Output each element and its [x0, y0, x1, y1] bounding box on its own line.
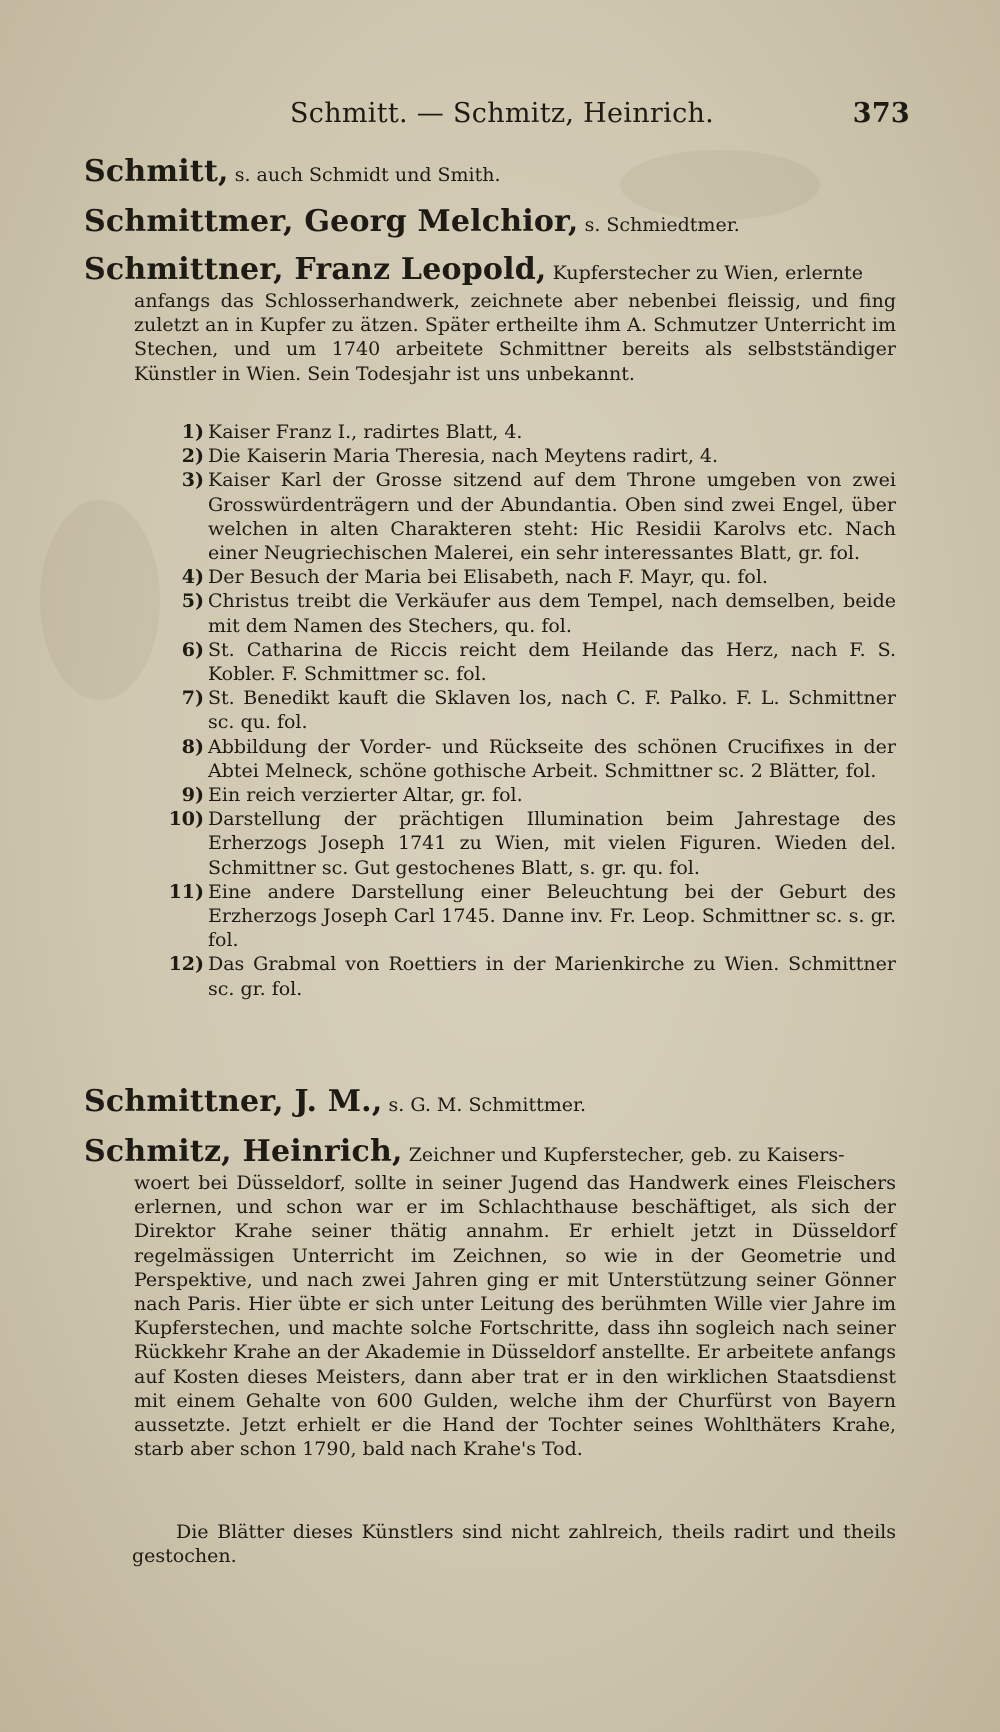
entry-lemma: Schmittner, J. M.,: [84, 1084, 383, 1119]
work-text: Das Grabmal von Roettiers in der Marienkirche zu Wien. Schmittner sc. gr. fol.: [208, 953, 896, 1000]
work-text: Ein reich verzierter Altar, gr. fol.: [208, 784, 523, 807]
work-text: Der Besuch der Maria bei Elisabeth, nach F. Mayr, qu. fol.: [208, 566, 768, 589]
entry-schmitz-heinrich: [84, 1134, 896, 1461]
work-number: 5): [181, 590, 204, 613]
page-number: 373: [852, 98, 910, 129]
work-item: [160, 807, 896, 880]
work-item: [160, 420, 896, 444]
work-item: [160, 589, 896, 637]
work-number: 11): [168, 880, 204, 903]
work-number: 12): [168, 953, 204, 976]
entry-lemma: Schmitz, Heinrich,: [84, 1134, 403, 1169]
entry-body: woert bei Düsseldorf, sollte in seiner Jugend das Handwerk eines Fleischers erlernen, und schon war er im Schlachthause beschäftiget, als sich der Direktor Krahe seiner thätig annahm. Er erhielt jetzt in Düsseldorf regelmässigen Unterricht im Zeichnen, so wie in der Geometrie und Perspektive, und nach zwei Jahren ging er mit Unterstützung seiner Gönner nach Paris. Hier übte er sich unter Leitung des berühmten Wille vier Jahre im Kupferstechen, und machte solche Fortschritte, dass ihn sogleich nach seiner Rückkehr Krahe an der Akademie in Düsseldorf anstellte. Er arbeitete anfangs auf Kosten dieses Meisters, dann aber trat er in den wirklichen Staatsdienst mit einem Gehalte von 600 Gulden, welche ihm der Churfürst von Bayern aussetzte. Jetzt erhielt er die Hand der Tochter seines Wohlthäters Krahe, starb aber schon 1790, bald nach Krahe's Tod.: [134, 1172, 896, 1461]
work-item: [160, 638, 896, 686]
entry-schmitt: [84, 154, 896, 189]
work-number: 3): [181, 469, 204, 492]
work-number: 2): [181, 445, 204, 468]
entry-schmittmer: [84, 204, 896, 239]
works-list: [160, 420, 896, 1001]
work-number: 8): [181, 735, 204, 758]
entry-first-line: Zeichner und Kupferstecher, geb. zu Kaisers-: [408, 1144, 845, 1166]
work-text: Kaiser Karl der Grosse sitzend auf dem Throne umgeben von zwei Grosswürdenträgern und der Abundantia. Oben sind zwei Engel, über welchen in alten Charakteren steht: Hic Residii Karolvs etc. Nach einer Neugriechischen Malerei, ein sehr interessantes Blatt, gr. fol.: [208, 469, 896, 565]
work-text: Eine andere Darstellung einer Beleuchtung bei der Geburt des Erzherzogs Joseph Carl 1745. Danne inv. Fr. Leop. Schmittner sc. s. gr. fol.: [208, 880, 896, 952]
work-number: 6): [181, 638, 204, 661]
running-title: Schmitt. — Schmitz, Heinrich.: [290, 98, 715, 129]
entry-crossref: s. auch Schmidt und Smith.: [234, 164, 501, 186]
work-text: St. Benedikt kauft die Sklaven los, nach C. F. Palko. F. L. Schmittner sc. qu. fol.: [208, 687, 896, 734]
work-item: [160, 468, 896, 565]
entry-schmittner-franz-leopold: [84, 252, 896, 386]
work-text: Darstellung der prächtigen Illumination beim Jahrestage des Erherzogs Joseph 1741 zu Wien, mit vielen Figuren. Wieden del. Schmittner sc. Gut gestochenes Blatt, s. gr. qu. fol.: [208, 808, 896, 879]
entry-crossref: s. Schmiedtmer.: [584, 214, 740, 236]
entry-first-line: Kupferstecher zu Wien, erlernte: [552, 262, 863, 284]
work-text: Abbildung der Vorder- und Rückseite des schönen Crucifixes in der Abtei Melneck, schöne gothische Arbeit. Schmittner sc. 2 Blätter, fol.: [208, 735, 896, 782]
entry-lemma: Schmittner, Franz Leopold,: [84, 252, 547, 287]
work-text: St. Catharina de Riccis reicht dem Heilande das Herz, nach F. S. Kobler. F. Schmittmer sc. fol.: [208, 638, 896, 686]
work-number: 4): [181, 566, 204, 589]
work-item: [160, 735, 896, 783]
entry-body: anfangs das Schlosserhandwerk, zeichnete aber nebenbei fleissig, und fing zuletzt an in Kupfer zu ätzen. Später ertheilte ihm A. Schmutzer Unterricht im Stechen, und um 1740 arbeitete Schmittner bereits als selbstständiger Künstler in Wien. Sein Todesjahr ist uns unbekannt.: [134, 290, 896, 385]
entry-crossref: s. G. M. Schmittmer.: [388, 1094, 587, 1116]
paper-stain: [40, 500, 160, 700]
work-item: [160, 952, 896, 1000]
work-item: [160, 565, 896, 589]
work-text: Kaiser Franz I., radirtes Blatt, 4.: [208, 421, 523, 443]
work-item: [160, 686, 896, 734]
closing-paragraph: Die Blätter dieses Künstlers sind nicht zahlreich, theils radirt und theils gestochen.: [132, 1521, 896, 1568]
work-text: Christus treibt die Verkäufer aus dem Tempel, nach demselben, beide mit dem Namen des Stechers, qu. fol.: [208, 590, 896, 637]
work-number: 10): [168, 808, 204, 831]
entry-lemma: Schmitt,: [84, 154, 229, 189]
work-item: [160, 783, 896, 807]
work-number: 7): [181, 687, 204, 710]
work-item: [160, 880, 896, 953]
work-number: 1): [181, 421, 204, 443]
entry-schmittner-jm: [84, 1084, 896, 1119]
entry-lemma: Schmittmer, Georg Melchior,: [84, 204, 579, 239]
work-item: [160, 444, 896, 468]
work-text: Die Kaiserin Maria Theresia, nach Meytens radirt, 4.: [208, 445, 719, 468]
work-number: 9): [181, 784, 204, 807]
